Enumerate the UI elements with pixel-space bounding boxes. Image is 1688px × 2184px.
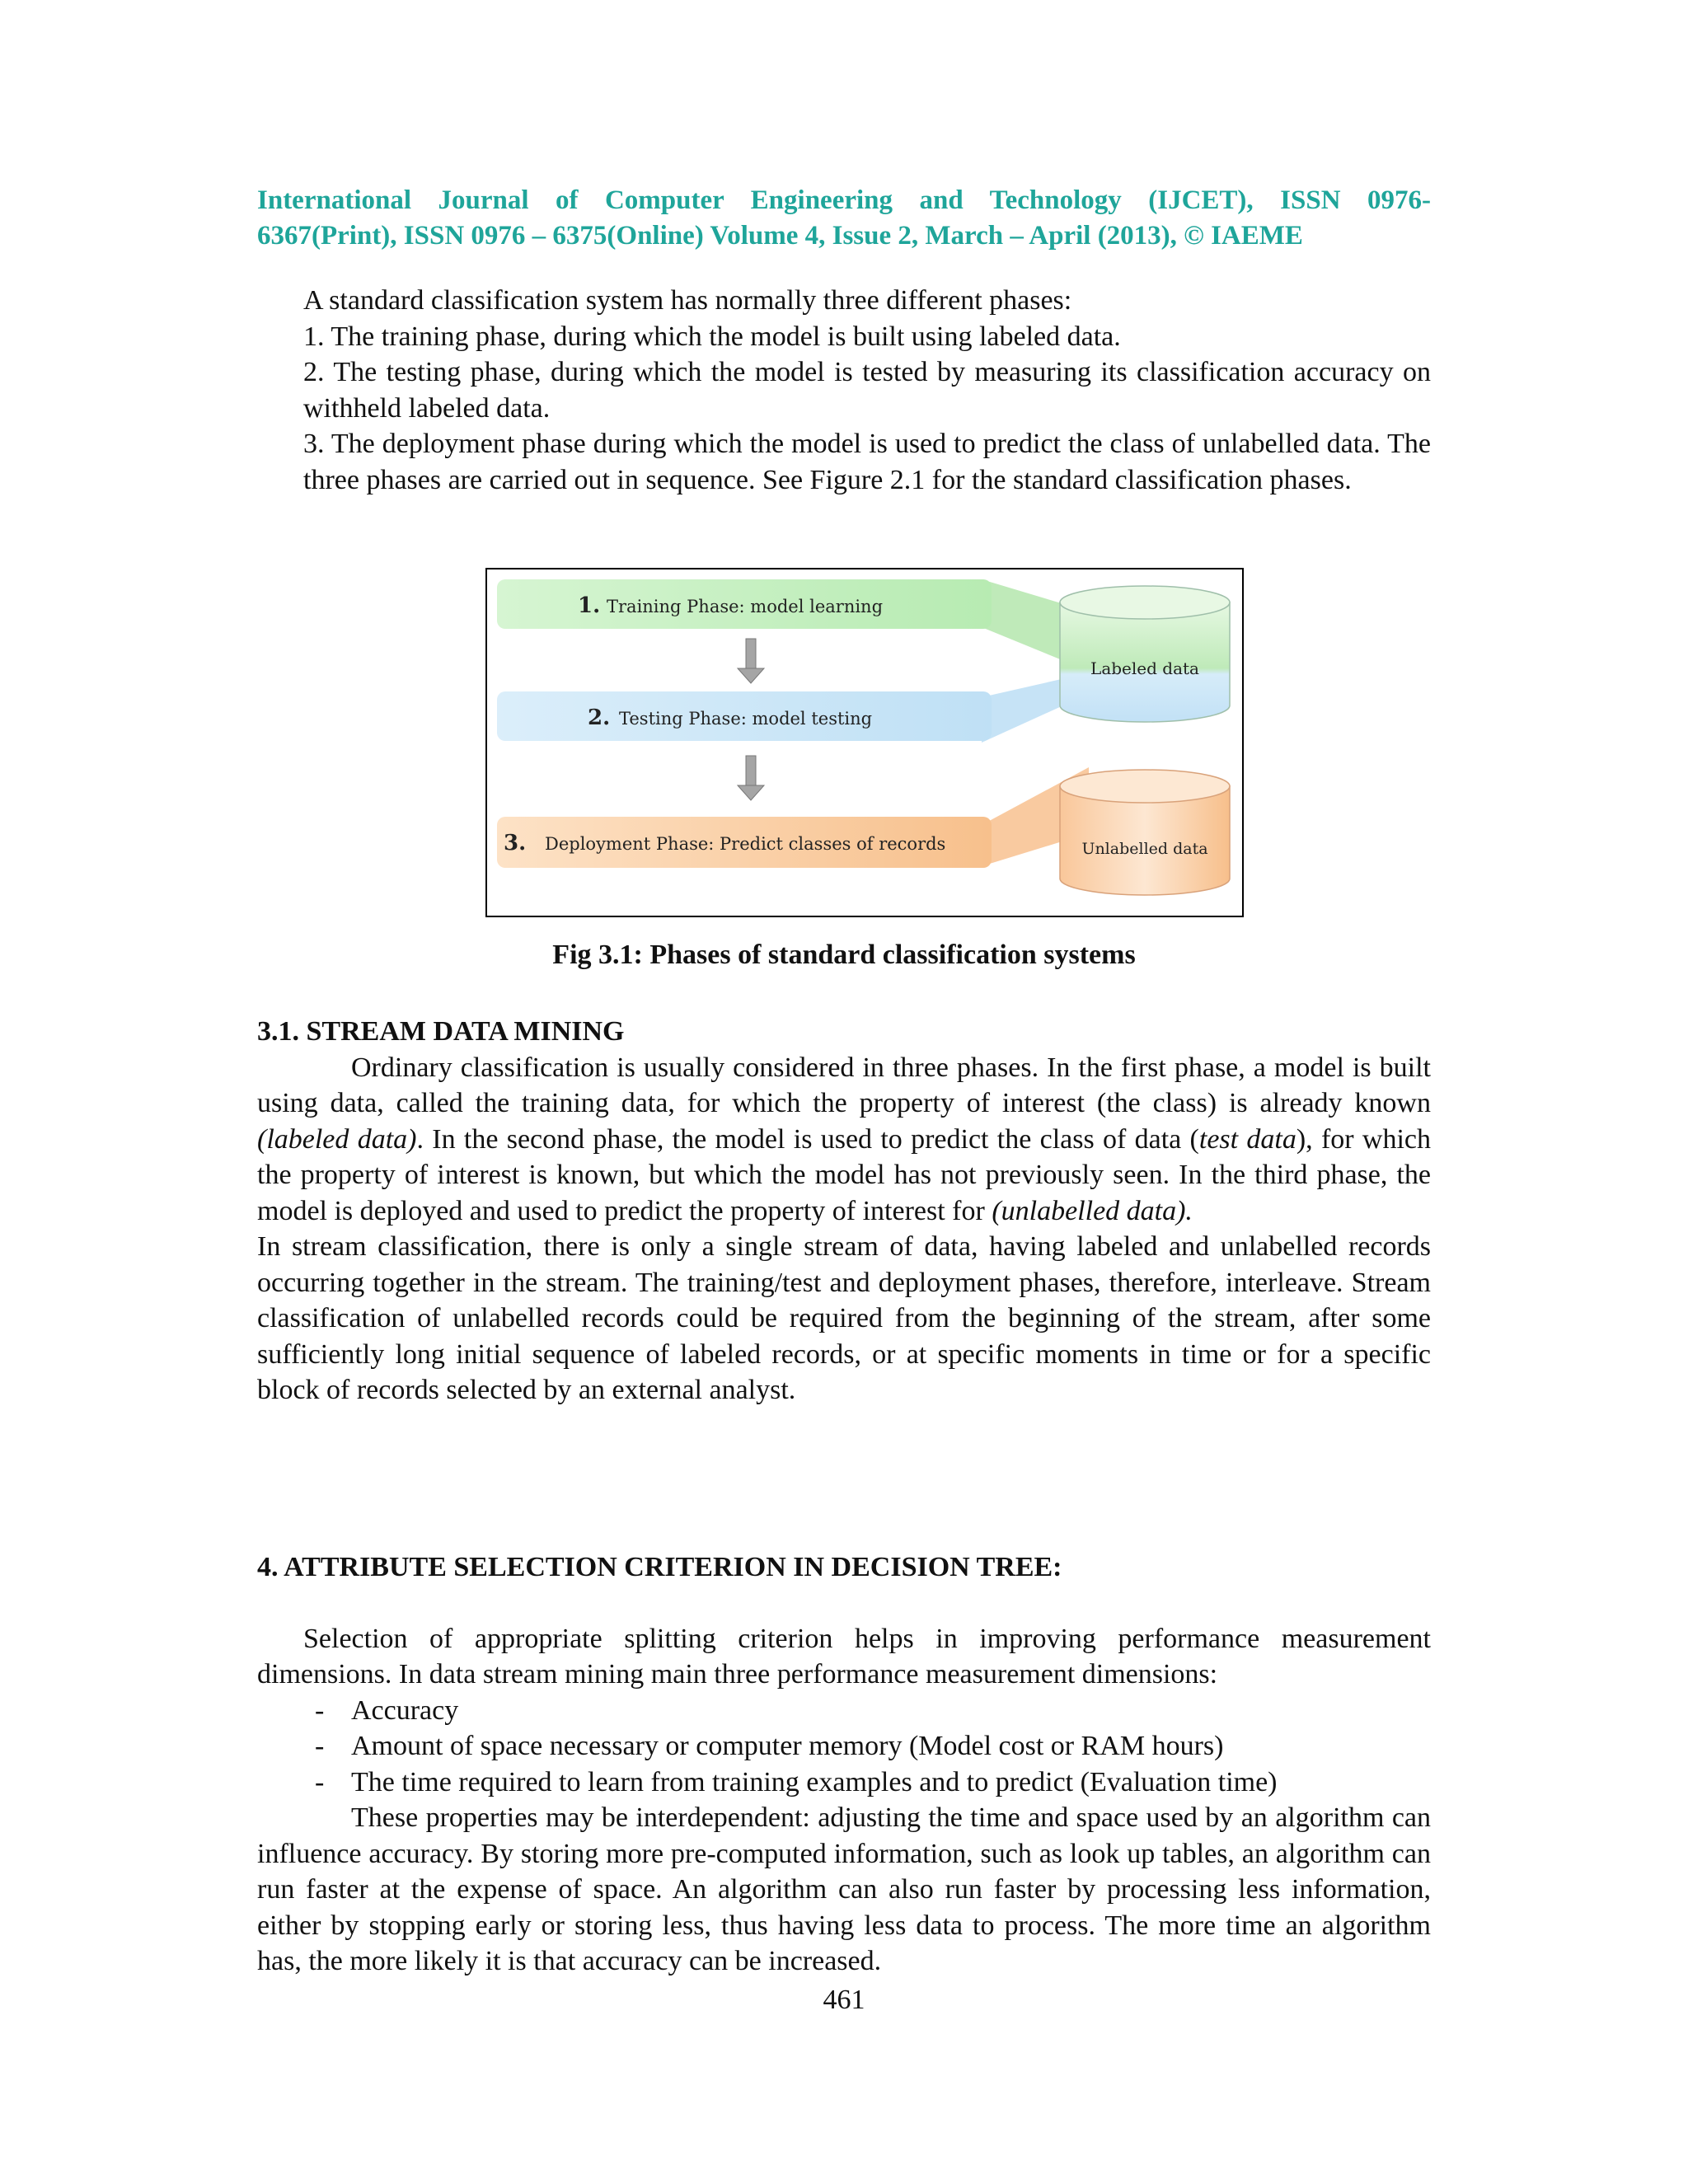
section-4	[257, 1549, 1431, 1980]
italic-test-data: test data	[1198, 1123, 1296, 1155]
intro-item-3: 3. The deployment phase during which the model is used to predict the class of unlabelled data. The three phases are carried out in sequence. See Figure 2.1 for the standard classification phases.	[303, 429, 1431, 495]
section-4-paragraph-2: These properties may be interdependent: adjusting the time and space used by an algorithm can influence accuracy. By storing more pre-computed information, such as look up tables, an algorithm can run faster at the expense of space. An algorithm can also run faster by processing less information, either by stopping early or storing less, thus having less data to process. The more time an algorithm has, the more likely it is that accuracy can be increased.	[257, 1802, 1431, 1976]
phase-2-label: Testing Phase: model testing	[619, 709, 873, 729]
section-3-1	[257, 1014, 1431, 1408]
phase-1-number: 1.	[578, 593, 601, 618]
intro-lead: A standard classification system has normally three different phases:	[303, 285, 1072, 316]
phase-2-number: 2.	[588, 705, 611, 730]
labeled-data-label: Labeled data	[1090, 658, 1199, 678]
text-run: Ordinary classification is usually considered in three phases. In the first phase, a model is built using data, called the training data, for which the property of interest (the class) is already known	[257, 1052, 1431, 1118]
italic-unlabelled-data: (unlabelled data).	[992, 1195, 1193, 1226]
phase-3-label: Deployment Phase: Predict classes of records	[545, 834, 946, 854]
bullet-dash: -	[315, 1766, 325, 1797]
journal-header	[257, 183, 1431, 254]
bullet-dash: -	[315, 1694, 325, 1726]
bullet-dash: -	[315, 1731, 325, 1761]
intro-section	[303, 283, 1431, 498]
section-3-1-paragraph-2: In stream classification, there is only a single stream of data, having labeled and unlabelled records occurring together in the stream. The training/test and deployment phases, therefore, interleave. Stream classification of unlabelled records could be required from the beginning of the stream, after some sufficiently long initial sequence of labeled records, or at specific moments in time or for a specific block of records selected by an external analyst.	[257, 1231, 1431, 1405]
italic-labeled-data: (labeled data)	[257, 1123, 417, 1155]
classification-phases-figure	[485, 568, 1244, 917]
unlabelled-data-label: Unlabelled data	[1081, 840, 1208, 858]
unlabelled-data-cylinder-icon	[1060, 770, 1230, 895]
list-item-text: The time required to learn from training examples and to predict (Evaluation time)	[351, 1766, 1278, 1797]
arrow-1-down-icon	[738, 639, 764, 683]
phase-1-label: Training Phase: model learning	[607, 597, 884, 616]
figure-caption: Fig 3.1: Phases of standard classification systems	[552, 940, 1136, 970]
section-4-paragraph-1: Selection of appropriate splitting criterion helps in improving performance measurement dimensions. In data stream mining main three performance measurement dimensions:	[257, 1623, 1431, 1690]
intro-item-1: 1. The training phase, during which the model is built using labeled data.	[303, 321, 1121, 352]
list-item	[257, 1765, 1431, 1801]
list-item	[257, 1693, 1431, 1729]
intro-item-2: 2. The testing phase, during which the model is tested by measuring its classification accuracy on withheld labeled data.	[303, 357, 1431, 424]
page-number: 461	[823, 1985, 865, 2015]
phase-1-connector	[982, 579, 1072, 664]
list-item	[257, 1728, 1431, 1765]
list-item-text: Accuracy	[351, 1694, 459, 1726]
journal-header-line-2: 6367(Print), ISSN 0976 – 6375(Online) Volume 4, Issue 2, March – April (2013), © IAEME	[257, 221, 1303, 251]
section-3-1-heading: 3.1. STREAM DATA MINING	[257, 1016, 625, 1047]
text-run: ), for which the property of interest is known, but which the model has not previously seen. In the third phase, the model is deployed and used to predict the property of interest for	[257, 1123, 1431, 1226]
section-4-heading: 4. ATTRIBUTE SELECTION CRITERION IN DECISION TREE:	[257, 1552, 1062, 1582]
labeled-data-cylinder-icon	[1060, 586, 1230, 722]
phase-2-connector	[982, 677, 1072, 743]
arrow-2-down-icon	[738, 756, 764, 800]
section-3-1-paragraph-1	[257, 1050, 1431, 1230]
phase-3-number: 3.	[504, 831, 527, 855]
list-item-text: Amount of space necessary or computer memory (Model cost or RAM hours)	[351, 1731, 1224, 1761]
figure-diagram	[487, 569, 1242, 916]
text-run: . In the second phase, the model is used to predict the class of data (	[416, 1123, 1199, 1155]
performance-dimensions-list	[257, 1693, 1431, 1801]
journal-header-line-1: International Journal of Computer Engineering and Technology (IJCET), ISSN 0976-	[257, 185, 1431, 215]
